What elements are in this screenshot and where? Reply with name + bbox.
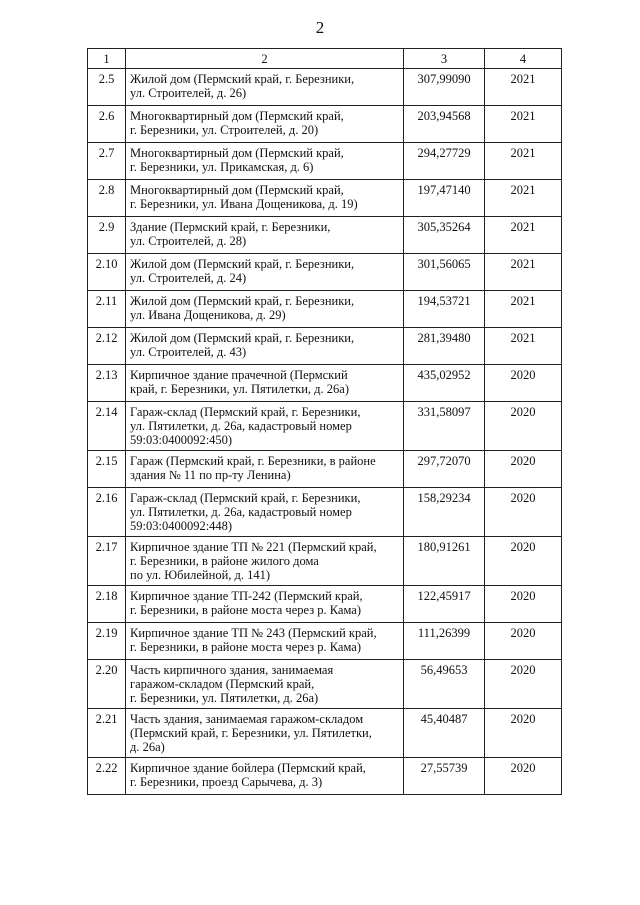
row-year: 2021 [485,106,562,143]
row-description: Гараж-склад (Пермский край, г. Березники, ул. Пятилетки, д. 26а, кадастровый номер 59:03:0400092:448) [126,488,404,537]
column-header-2: 2 [126,49,404,69]
row-description: Многоквартирный дом (Пермский край, г. Березники, ул. Ивана Дощеникова, д. 19) [126,180,404,217]
table-row [88,106,562,143]
table-row [88,217,562,254]
row-year: 2021 [485,69,562,106]
row-value: 203,94568 [404,106,485,143]
row-year: 2020 [485,365,562,402]
row-number: 2.13 [88,365,126,402]
row-value: 294,27729 [404,143,485,180]
row-year: 2020 [485,402,562,451]
row-description: Часть кирпичного здания, занимаемая гаражом-складом (Пермский край, г. Березники, ул. Пятилетки, д. 26а) [126,660,404,709]
row-year: 2021 [485,291,562,328]
column-header-4: 4 [485,49,562,69]
row-description: Кирпичное здание прачечной (Пермский край, г. Березники, ул. Пятилетки, д. 26а) [126,365,404,402]
row-number: 2.21 [88,709,126,758]
row-number: 2.14 [88,402,126,451]
row-value: 305,35264 [404,217,485,254]
row-value: 435,02952 [404,365,485,402]
row-value: 331,58097 [404,402,485,451]
table-header-row [88,49,562,69]
table-row [88,365,562,402]
row-value: 301,56065 [404,254,485,291]
page-number: 2 [315,18,325,37]
row-year: 2020 [485,623,562,660]
row-number: 2.20 [88,660,126,709]
row-number: 2.9 [88,217,126,254]
table-row [88,291,562,328]
row-number: 2.6 [88,106,126,143]
row-year: 2020 [485,537,562,586]
table-row [88,143,562,180]
row-description: Кирпичное здание бойлера (Пермский край, г. Березники, проезд Сарычева, д. 3) [126,758,404,795]
row-description: Кирпичное здание ТП № 221 (Пермский край, г. Березники, в районе жилого дома по ул. Юбилейной, д. 141) [126,537,404,586]
table-row [88,69,562,106]
row-number: 2.18 [88,586,126,623]
property-table [87,48,562,795]
row-year: 2021 [485,217,562,254]
row-number: 2.11 [88,291,126,328]
row-year: 2020 [485,586,562,623]
row-value: 111,26399 [404,623,485,660]
row-value: 158,29234 [404,488,485,537]
row-year: 2020 [485,709,562,758]
row-year: 2020 [485,660,562,709]
row-number: 2.5 [88,69,126,106]
row-value: 180,91261 [404,537,485,586]
row-value: 297,72070 [404,451,485,488]
row-number: 2.15 [88,451,126,488]
table-row [88,402,562,451]
table-row [88,488,562,537]
row-description: Жилой дом (Пермский край, г. Березники, ул. Строителей, д. 26) [126,69,404,106]
table-row [88,180,562,217]
row-description: Кирпичное здание ТП-242 (Пермский край, г. Березники, в районе моста через р. Кама) [126,586,404,623]
row-description: Часть здания, занимаемая гаражом-складом (Пермский край, г. Березники, ул. Пятилетки, д. 26а) [126,709,404,758]
row-year: 2020 [485,488,562,537]
row-year: 2020 [485,758,562,795]
row-number: 2.17 [88,537,126,586]
row-description: Жилой дом (Пермский край, г. Березники, ул. Строителей, д. 24) [126,254,404,291]
table-row [88,537,562,586]
row-value: 307,99090 [404,69,485,106]
table-row [88,758,562,795]
row-value: 122,45917 [404,586,485,623]
row-value: 197,47140 [404,180,485,217]
row-year: 2021 [485,254,562,291]
row-value: 27,55739 [404,758,485,795]
row-description: Кирпичное здание ТП № 243 (Пермский край, г. Березники, в районе моста через р. Кама) [126,623,404,660]
row-value: 281,39480 [404,328,485,365]
row-description: Жилой дом (Пермский край, г. Березники, ул. Строителей, д. 43) [126,328,404,365]
table-row [88,709,562,758]
table-row [88,328,562,365]
row-year: 2021 [485,180,562,217]
table-row [88,586,562,623]
row-description: Гараж (Пермский край, г. Березники, в районе здания № 11 по пр-ту Ленина) [126,451,404,488]
row-description: Многоквартирный дом (Пермский край, г. Березники, ул. Прикамская, д. 6) [126,143,404,180]
row-year: 2021 [485,143,562,180]
column-header-3: 3 [404,49,485,69]
row-number: 2.7 [88,143,126,180]
row-number: 2.22 [88,758,126,795]
row-year: 2020 [485,451,562,488]
table-row [88,660,562,709]
row-description: Многоквартирный дом (Пермский край, г. Березники, ул. Строителей, д. 20) [126,106,404,143]
row-description: Здание (Пермский край, г. Березники, ул. Строителей, д. 28) [126,217,404,254]
row-description: Жилой дом (Пермский край, г. Березники, ул. Ивана Дощеникова, д. 29) [126,291,404,328]
row-year: 2021 [485,328,562,365]
row-number: 2.10 [88,254,126,291]
table-row [88,623,562,660]
table-row [88,254,562,291]
table-row [88,451,562,488]
row-value: 56,49653 [404,660,485,709]
row-number: 2.19 [88,623,126,660]
row-number: 2.8 [88,180,126,217]
row-value: 45,40487 [404,709,485,758]
row-value: 194,53721 [404,291,485,328]
row-number: 2.16 [88,488,126,537]
row-description: Гараж-склад (Пермский край, г. Березники, ул. Пятилетки, д. 26а, кадастровый номер 59:03:0400092:450) [126,402,404,451]
column-header-1: 1 [88,49,126,69]
row-number: 2.12 [88,328,126,365]
